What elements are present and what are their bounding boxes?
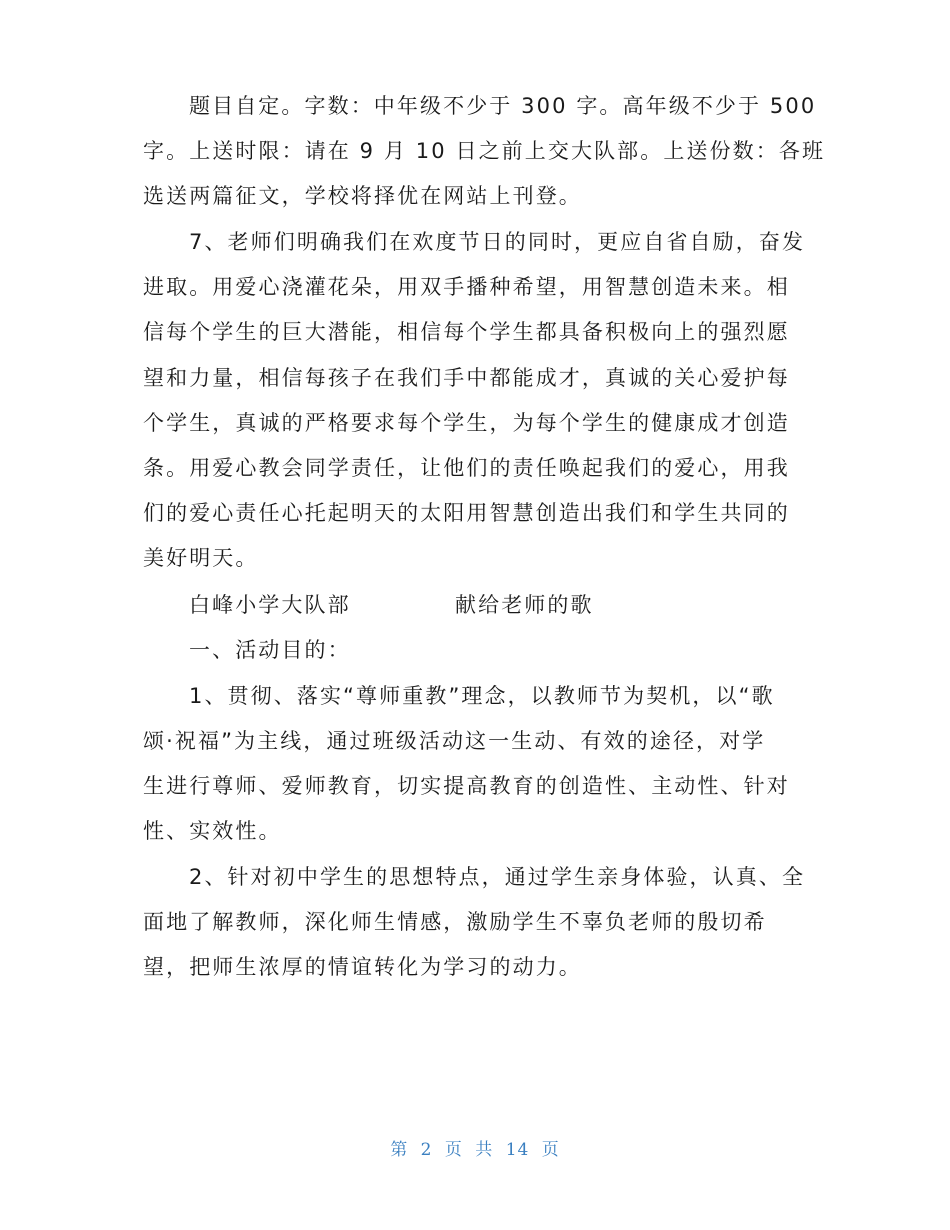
body-line: 性、实效性。 bbox=[143, 819, 282, 843]
body-line: 颂·祝福”为主线，通过班级活动这一生动、有效的途径，对学 bbox=[143, 729, 766, 753]
body-line: 生进行尊师、爱师教育，切实提高教育的创造性、主动性、针对 bbox=[143, 774, 790, 798]
body-line: 条。用爱心教会同学责任，让他们的责任唤起我们的爱心，用我 bbox=[143, 456, 790, 480]
body-line: 望和力量，相信每孩子在我们手中都能成才，真诚的关心爱护每 bbox=[143, 366, 790, 390]
body-line: 进取。用爱心浇灌花朵，用双手播种希望，用智慧创造未来。相 bbox=[143, 275, 790, 299]
body-line: 望，把师生浓厚的情谊转化为学习的动力。 bbox=[143, 955, 582, 979]
body-line: 字。上送时限：请在 9 月 10 日之前上交大队部。上送份数：各班 bbox=[143, 139, 826, 163]
body-line: 7、老师们明确我们在欢度节日的同时，更应自省自励，奋发 bbox=[189, 230, 806, 254]
signature-org: 白峰小学大队部 bbox=[189, 593, 351, 617]
section-title: 献给老师的歌 bbox=[455, 593, 594, 617]
body-line: 信每个学生的巨大潜能，相信每个学生都具备积极向上的强烈愿 bbox=[143, 320, 790, 344]
section-heading: 一、活动目的： bbox=[189, 638, 351, 662]
body-line: 面地了解教师，深化师生情感，激励学生不辜负老师的殷切希 bbox=[143, 910, 767, 934]
body-line: 们的爱心责任心托起明天的太阳用智慧创造出我们和学生共同的 bbox=[143, 501, 790, 525]
body-line: 个学生，真诚的严格要求每个学生，为每个学生的健康成才创造 bbox=[143, 411, 790, 435]
body-line: 1、贯彻、落实“尊师重教”理念，以教师节为契机，以“歌 bbox=[189, 684, 775, 708]
page-number: 第 2 页 共 14 页 bbox=[390, 1140, 560, 1160]
body-line: 选送两篇征文，学校将择优在网站上刊登。 bbox=[143, 184, 582, 208]
body-line: 美好明天。 bbox=[143, 546, 259, 570]
body-line: 2、针对初中学生的思想特点，通过学生亲身体验，认真、全 bbox=[189, 865, 806, 889]
body-line: 题目自定。字数：中年级不少于 300 字。高年级不少于 500 bbox=[189, 94, 817, 118]
